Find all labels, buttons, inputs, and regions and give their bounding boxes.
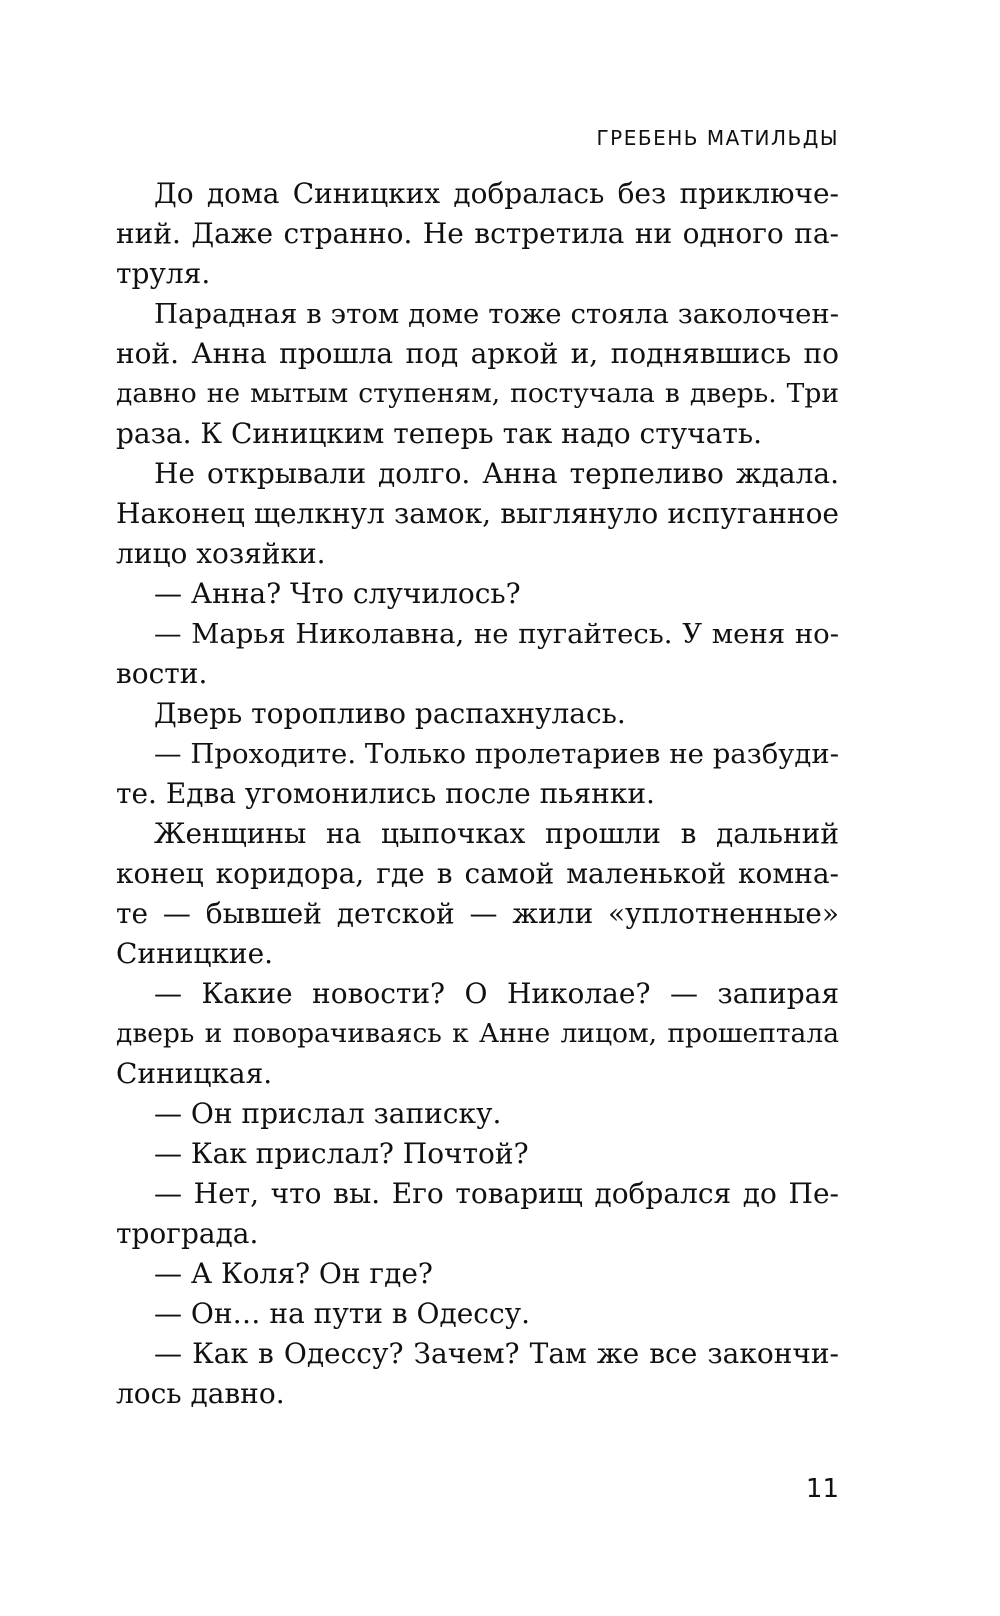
dialogue-line: — Как в Одессу? Зачем? Там же все закончи- — [154, 1337, 839, 1370]
text-line: те. Едва угомонились после пьянки. — [116, 777, 655, 810]
text-line: Парадная в этом доме тоже стояла заколочен- — [154, 298, 839, 330]
text-line: лицо хозяйки. — [116, 537, 326, 570]
dialogue-line: — Проходите. Только пролетариев не разбуди- — [154, 738, 839, 770]
text-line: Синицкая. — [116, 1057, 273, 1090]
text-line: те — бывшей детской — жили «уплотненные» — [116, 897, 839, 930]
text-line: Наконец щелкнул замок, выглянуло испуганное — [116, 497, 839, 530]
running-header: ГРЕБЕНЬ МАТИЛЬДЫ — [596, 126, 839, 150]
text-line: давно не мытым ступеням, постучала в дверь. Три — [116, 378, 839, 409]
page-number: 11 — [805, 1474, 839, 1504]
text-line: трограда. — [116, 1217, 259, 1250]
text-line: Дверь торопливо распахнулась. — [154, 697, 626, 730]
text-line: труля. — [116, 257, 211, 290]
dialogue-line: — Он… на пути в Одессу. — [154, 1297, 531, 1330]
dialogue-line: — Нет, что вы. Его товарищ добрался до Пе- — [154, 1177, 839, 1210]
dialogue-line: — Как прислал? Почтой? — [154, 1137, 529, 1170]
text-line: дверь и поворачиваясь к Анне лицом, прошептала — [116, 1018, 839, 1049]
dialogue-line: — Он прислал записку. — [154, 1097, 502, 1130]
dialogue-line: — Какие новости? О Николае? — запирая — [154, 977, 839, 1010]
dialogue-line: — Анна? Что случилось? — [154, 577, 521, 610]
text-line: Не открывали долго. Анна терпеливо ждала. — [154, 457, 839, 490]
text-line: вости. — [116, 657, 208, 690]
dialogue-line: — Марья Николавна, не пугайтесь. У меня но- — [154, 618, 839, 650]
text-line: конец коридора, где в самой маленькой комна- — [116, 857, 839, 890]
text-line: Женщины на цыпочках прошли в дальний — [154, 817, 839, 850]
text-line: ной. Анна прошла под аркой и, поднявшись по — [116, 337, 839, 370]
text-line: ний. Даже странно. Не встретила ни одного па- — [116, 217, 839, 250]
text-line: До дома Синицких добралась без приключе- — [154, 177, 839, 210]
text-line: Синицкие. — [116, 937, 274, 970]
dialogue-line: — А Коля? Он где? — [154, 1257, 433, 1290]
body-text — [116, 174, 839, 1414]
text-line: лось давно. — [116, 1377, 285, 1410]
text-line: раза. К Синицким теперь так надо стучать. — [116, 417, 762, 450]
